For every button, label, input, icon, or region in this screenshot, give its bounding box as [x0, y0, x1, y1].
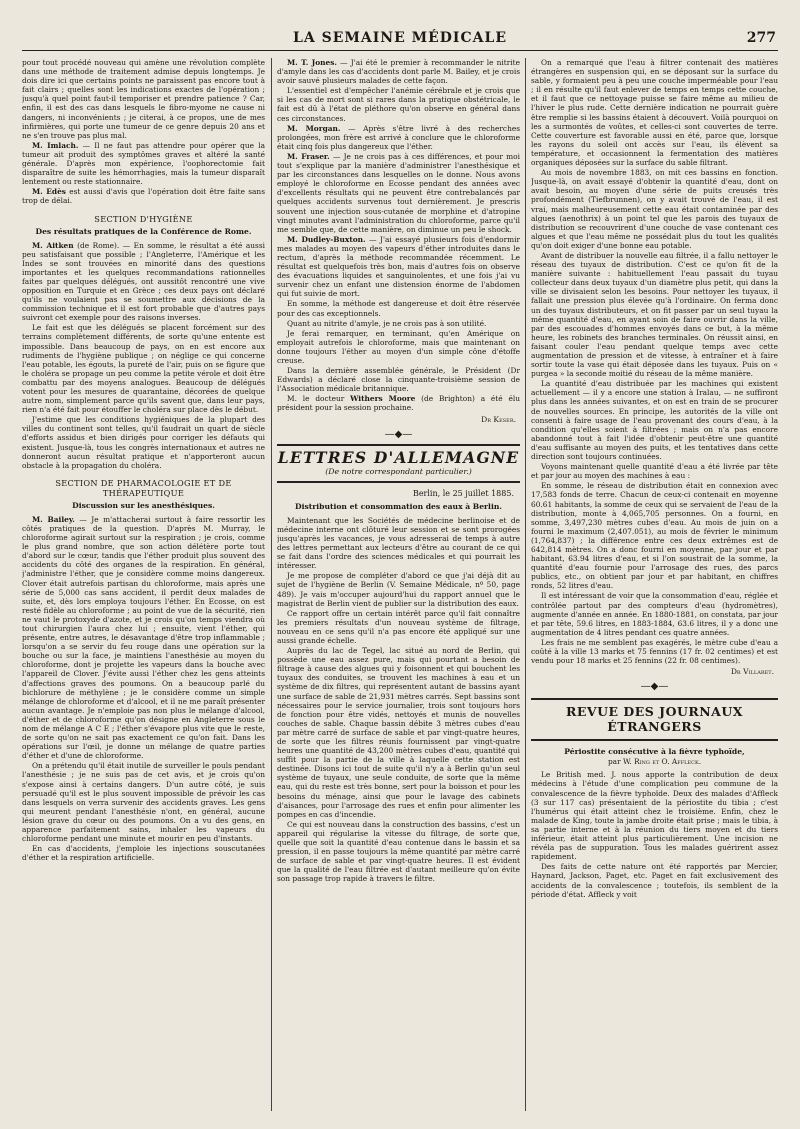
- subsection-heading: Périostite consécutive à la fièvre typhoïde,: [564, 747, 745, 757]
- speaker-text: est aussi d'avis que l'opération doit être faite sans trop de délai.: [22, 187, 265, 206]
- paragraph: On a prétendu qu'il était inutile de surveiller le pouls pendant l'anesthésie ; je ne suis pas de cet avis, et je crois qu'on s'expose ainsi à certains dangers. D'un autre côté, je suis persuadé qu'il est le plus souvent impossible de prévoir les cas dans lesquels on verra survenir des accidents graves. Les gens qui meurent pendant l'anesthésie n'ont, en général, aucune lésion grave du cœur ou des poumons. On a vu des gens, en apparence parfaitement sains, inhaler les vapeurs du chloroforme pendant une minute et mourir en peu d'instants.: [22, 761, 265, 844]
- paragraph: On a remarqué que l'eau à filtrer contenait des matières étrangères en suspension qui, en se déposant sur la surface du sable, y formaient peu à peu une couche imperméable pour l'eau ; il en résulte qu'il faut enlever de temps en temps cette couche, et il faut que ce nettoyage puisse se faire même au milieu de l'hiver le plus rude. Cette dernière indication ne pourrait guère être remplie si les bassins étaient à découvert. Voilà pourquoi on les a surmontés de voûtes, et celles-ci sont couvertes de terre. Cette couverture est favorable aussi en été, parce que, lorsque les rayons du soleil ont accès sur l'eau, ils élèvent sa température, et occasionnent la fermentation des matières organiques déposées sur la surface du sable filtrant.: [531, 58, 778, 168]
- paragraph: [277, 152, 520, 234]
- paragraph: Ce qui est nouveau dans la construction des bassins, c'est un appareil qui régularise la vitesse du filtrage, de sorte que, quelle que soit la quantité d'eau contenue dans le bassin et sa pression, il en passe toujours la même quantité par mètre carré de surface de sable et par vingt-quatre heures. Il est évident que la qualité de l'eau filtrée est d'autant meilleure qu'on évite son passage trop rapide à travers le filtre.: [277, 819, 520, 884]
- revue-heading: REVUE DES JOURNAUX ÉTRANGERS: [531, 698, 778, 741]
- paragraph: Il est intéressant de voir que la consommation d'eau, réglée et contrôlée partout par des compteurs d'eau (hydromètres), augmente d'année en année. En 1880-1881, on constata, par jour et par tête, 59.6 litres, en 1883-1884, 63.6 litres, il y a donc une augmentation de 4 litres pendant ces quatre années.: [531, 591, 778, 637]
- subsection-heading: Distribution et consommation des eaux à Berlin.: [295, 501, 502, 511]
- paragraph: Voyons maintenant quelle quantité d'eau a été livrée par tête et par jour au moyen des machines à eau :: [531, 462, 778, 481]
- paragraph: Je me propose de compléter d'abord ce que j'ai déjà dit au sujet de l'hygiène de Berlin (V. Semaine Médicale, nº 50, page 489). Je vais m'occuper aujourd'hui du rapport annuel que le magistrat de Berlin vient de publier sur la distribution des eaux.: [277, 571, 520, 608]
- speaker-text: — J'ai essayé plusieurs fois d'endormir mes malades au moyen des vapeurs d'éther introduites dans le rectum, d'après la méthode recommandée récemment. Le résultat est quelquefois très bon, mais d'autres fois on observe des évacuations liquides et sanguinolentes, et une fois j'ai vu survenir chez un enfant une distension énorme de l'abdomen qui fut suivie de mort.: [277, 234, 520, 299]
- letters-heading-box: [277, 444, 520, 483]
- page-header: [22, 28, 778, 51]
- speaker-name: M. Edès: [32, 187, 66, 197]
- paragraph: [277, 235, 520, 299]
- paragraph: Avant de distribuer la nouvelle eau filtrée, il a fallu nettoyer le réseau des tuyaux de distribution. C'est ce qu'on fit de la manière suivante : habituellement l'eau passait du tuyau collecteur dans deux tuyaux d'un diamètre plus petit, qui dans la ville se divisaient selon les besoins. Pour nettoyer les tuyaux, il fallait une pression plus élevée qu'à l'ordinaire. On ferma donc un des tuyaux distributeurs, et on fit passer par un seul tuyau la même quantité d'eau, en ayant soin de faire ouvrir dans la ville, par des escouades d'hommes envoyés dans ce but, à la même heure, les robinets des branches terminales. On réussit ainsi, en faisant couler l'eau pendant quelque temps avec cette augmentation de pression et de vitesse, à entraîner et à faire sortir toute la vase qui était déposée dans les tuyaux. Puis on « purgea » la seconde moitié du réseau de la même manière.: [531, 250, 778, 379]
- speaker-text: — J'ai été le premier à recommander le nitrite d'amyle dans les cas d'accidents dont parle M. Bailey, et je crois avoir sauvé plusieurs malades de cette façon.: [277, 58, 520, 86]
- speaker-name: M. Bailey.: [32, 514, 75, 524]
- author-signature: Dr Keser.: [481, 414, 516, 424]
- paragraph: Auprès du lac de Tegel, lac situé au nord de Berlin, qui possède une eau assez pure, mais qui pourtant a besoin de filtrage à cause des algues qui y foisonnent et qui bouchent les tuyaux des conduites, se trouvent les machines à eau et un système de dix filtres, qui représentent autant de bassins ayant une surface de sable de 21,931 mètres carrés. Sept bassins sont nécessaires pour le service journalier, trois sont toujours hors de fonction pour être vidés, nettoyés et munis de nouvelles couches de sable. Chaque bassin débite 3 mètres cubes d'eau par mètre carré de surface de sable et par vingt-quatre heures, de sorte que les filtres réunis fournissent par vingt-quatre heures une quantité de 43,200 mètres cubes d'eau, quantité qui suffit pour la partie de la ville à laquelle cette station est destinée. Disons ici tout de suite qu'il n'y a à Berlin qu'un seul système de tuyaux, une seule conduite, de sorte que la même eau, qui du reste est très bonne, sert pour la boisson et pour les besoins du ménage, ainsi que pour le lavage des cabinets d'aisances, pour l'arrosage des rues et enfin pour alimenter les pompes en cas d'incendie.: [277, 646, 520, 819]
- speaker-name: M. Aitken: [32, 240, 74, 250]
- ornament-divider: —◆—: [384, 428, 413, 440]
- section-heading: SECTION D'HYGIÈNE: [94, 213, 193, 224]
- column-right: [531, 58, 778, 1113]
- paragraph: [22, 141, 265, 186]
- paragraph: En somme, la méthode est dangereuse et doit être réservée pour des cas exceptionnels.: [277, 299, 520, 318]
- paragraph: Le fait est que les délégués se placent forcément sur des terrains complètement différents, de sorte qu'une entente est impossible. Dans beaucoup de pays, on en est encore aux rudiments de l'hygiène publique ; on néglige ce qui concerne l'eau potable, les égouts, la pureté de l'air, puis on se figure que le choléra se propage un peu comme la petite vérole et doit être combattu par des moyens analogues. Beaucoup de délégués votent pour les mesures de quarantaine, décorées de quelque autre nom, simplement parce qu'ils savent que, dans leur pays, rien n'a été fait pour étouffer le choléra sur place dès le début.: [22, 323, 265, 415]
- paragraph: J'estime que les conditions hygiéniques de la plupart des villes du continent sont telles, qu'il faudrait un quart de siècle d'efforts assidus et bien dirigés pour corriger les défauts qui existent. Jusque-là, tous les congrès internationaux et autres ne donneront aucun résultat pratique et n'apporteront aucun obstacle à la propagation du choléra.: [22, 415, 265, 470]
- journal-title: LA SEMAINE MÉDICALE: [293, 30, 507, 46]
- paragraph: [277, 124, 520, 151]
- column-left: [22, 58, 265, 1113]
- speaker-name: M. Fraser.: [287, 151, 330, 161]
- paragraph: pour tout procédé nouveau qui amène une révolution complète dans une méthode de traitement admise depuis longtemps. Je dois dire ici que certains points ne paraissent pas encore tout à fait clairs ; quelles sont les indications exactes de l'opération ; jusqu'à quel point faut-il temporiser et prendre patience ? Car, enfin, il est des cas dans lesquels le fibro-myome ne cause ni dangers, ni inconvénients ; je citerai, à ce propos, une de mes infirmières, qui porte une tumeur de ce genre depuis 20 ans et ne s'en trouve pas plus mal.: [22, 58, 265, 140]
- speaker-text: (de Rome). — En somme, le résultat a été aussi peu satisfaisant que possible ; l'Angleterre, l'Amérique et les Indes se sont trouvées en minorité dans des questions importantes et les quelques recommandations rationnelles faites par quelques délégués, ont aussitôt rencontré une vive opposition en Turquie et en Grèce ; ces deux pays ont déclaré qu'ils ne voulaient pas se soumettre aux décisions de la commission technique et il est fort probable que d'autres pays suivront cet exemple pour des raisons inverses.: [22, 240, 265, 323]
- paragraph: Je ferai remarquer, en terminant, qu'en Amérique on employait autrefois le chloroforme, mais que maintenant on donne toujours l'éther au moyen d'un simple cône d'étoffe creuse.: [277, 328, 520, 365]
- ornament-divider: —◆—: [640, 681, 669, 693]
- paragraph: M. le docteur Withers Moore (de Brighton) a été élu président pour la session prochaine.: [277, 394, 520, 413]
- subsection-heading: Des résultats pratiques de la Conférence de Rome.: [35, 226, 252, 236]
- column-rule: [525, 58, 526, 1111]
- letters-subtitle: (De notre correspondant particulier.): [325, 466, 472, 476]
- speaker-name: M. Imlach.: [32, 140, 79, 150]
- paragraph: [22, 241, 265, 323]
- paragraph: Quant au nitrite d'amyle, je ne crois pas à son utilité.: [287, 318, 487, 328]
- article-authors: par W. Ring et O. Affleck.: [607, 757, 702, 767]
- dateline: Berlin, le 25 juillet 1885.: [412, 488, 514, 498]
- speaker-name: M. Dudley-Buxton.: [287, 234, 366, 244]
- speaker-name: M. T. Jones.: [287, 58, 337, 67]
- author-signature: Dr Villaret.: [730, 667, 774, 677]
- speaker-text: — Après s'être livré à des recherches prolongées, mon frère est arrivé à conclure que le chloroforme était cinq fois plus dangereux que l'éther.: [277, 123, 520, 151]
- president-name: Withers Moore: [350, 394, 416, 404]
- paragraph: L'essentiel est d'empêcher l'anémie cérébrale et je crois que si les cas de mort sont si rares dans la pratique obstétricale, le fait est dû à l'état de pléthore qu'on observe en général dans ces circonstances.: [277, 86, 520, 123]
- speaker-text: — Il ne faut pas attendre pour opérer que la tumeur ait produit des symptômes graves et altéré la santé générale. D'après mon expérience, l'oophorectomie fait disparaître de suite les hémorrhagies, mais la tumeur disparaît lentement ou reste stationnaire.: [22, 140, 265, 187]
- paragraph: Ce rapport offre un certain intérêt parce qu'il fait connaître les premiers résultats d'un nouveau système de filtrage, nouveau en ce sens qu'il n'a pas encore été appliqué sur une aussi grande échelle.: [277, 608, 520, 645]
- paragraph: [277, 58, 520, 85]
- paragraph: Au mois de novembre 1883, on mit ces bassins en fonction. Jusque-là, on avait essayé d'obtenir la quantité d'eau, dont on avait besoin, au moyen d'une série de puits creusés très profondément (Tiefbrunnen), on y avait trouvé de l'eau, il est vrai, mais malheureusement cette eau était contaminée par des algues (aenothrix) à un point tel que les parois des tuyaux de distribution se recouvrirent d'une couche de vase contenant ces algues et que l'eau même ne possédait plus du tout les qualités qu'on doit exiger d'une bonne eau potable.: [531, 168, 778, 250]
- paragraph: En somme, le réseau de distribution était en connexion avec 17,583 fonds de terre. Chacun de ceux-ci contenait en moyenne 60.61 habitants, la somme de ceux qui se servaient de l'eau de la distribution, monte à 4,065,705 personnes. On a fourni, en somme, 3,497,230 mètres cubes d'eau. Au mois de juin on a fourni le maximum (2,407.051), au mois de février le minimum (1,764,837) ; la différence entre ces deux extrêmes est de 642,814 mètres. On a donc fourni en moyenne, par jour et par habitant, 63.94 litres d'eau, et si l'on soustrait de la somme, la quantité d'eau fournie pour l'arrosage des rues, des parcs publics, etc., on obtient par jour et par habitant, en chiffres ronds, 52 litres d'eau.: [531, 481, 778, 591]
- paragraph: [22, 515, 265, 761]
- section-heading: SECTION DE PHARMACOLOGIE ET DE THÉRAPEUTIQUE: [55, 477, 232, 498]
- paragraph: En cas d'accidents, j'emploie les injections souscutanées d'éther et la respiration artificielle.: [22, 844, 265, 863]
- speaker-name: M. Morgan.: [287, 123, 341, 133]
- subsection-heading: Discussion sur les anesthésiques.: [72, 500, 215, 510]
- column-middle: [277, 58, 520, 1113]
- page-number: 277: [746, 30, 776, 46]
- paragraph: La quantité d'eau distribuée par les machines qui existent actuellement — il y a encore une station à Iralau, — ne suffiront plus dans les années suivantes, et on est en train de se procurer de nouvelles sources. En principe, les autorités de la ville ont consenti à faire usage de l'eau provenant des cours d'eau, à la condition qu'elles soient à filtrées ; mais on n'a pas encore abandonné tout à fait l'idée d'obtenir peut-être une quantité d'eau suffisante au moyen des puits, et les tentatives dans cette direction sont toujours continuées.: [531, 379, 778, 462]
- paragraph: Dans la dernière assemblée générale, le Président (Dr Edwards) a déclaré close la cinquante-troisième session de l'Association médicale britannique.: [277, 366, 520, 394]
- paragraph: Des faits de cette nature ont été rapportés par Mercier, Haynard, Jackson, Paget, etc. Paget en fait exclusivement des accidents de la convalescence ; toutefois, ils semblent de la période d'état. Affleck y voit: [531, 862, 778, 899]
- speaker-text: — Je ne crois pas à ces différences, et pour moi tout s'explique par la manière d'administrer l'anesthésique et par les circonstances dans lesquelles on le donne. Nous avons employé le chloroforme en Ecosse pendant des années avec d'excellents résultats qui ne peuvent être contrebalancés par quelques accidents survenus tout dernièrement. Je prescris souvent une injection sous-cutanée de morphine et d'atropine vingt minutes avant l'administration du chloroforme, parce qu'il me semble que, de cette manière, on diminue un peu le shock.: [277, 151, 520, 234]
- speaker-text: — Je m'attacherai surtout à faire ressortir les côtés pratiques de la question. D'après M. Murray, le chloroforme agirait surtout sur la respiration ; je crois, comme le plus grand nombre, que son action délétère porte tout d'abord sur le cœur, tandis que l'éther produit plus souvent des accidents du côté des organes de la respiration. En général, j'administre l'éther, que je considère comme moins dangereux. Clover était autrefois partisan du chloroforme, mais après une série de 5,000 cas sans accident, il perdit deux malades de suite, et, dès lors employa toujours l'éther. En Ecosse, on est resté fidèle au chloroforme ; au point de vue de la sécurité, rien ne vaut le protoxyde d'azote, et je crois qu'on temps viendra où tout chirurgien l'aura chez lui ; ensuite, vient l'éther, qui présente, entre autres, le désavantage d'être trop inflammable ; lorsqu'on a se servir du feu rouge dans une opération sur la bouche ou sur la face, je maintiens l'anesthésie au moyen du chloroforme, dont je projette les vapeurs dans la bouche avec l'appareil de Clover. J'évite aussi l'éther chez les gens atteints d'affections graves des poumons. On a beaucoup parlé du bichlorure de méthylène ; je le considère comme un simple mélange de chloroforme et d'alcool, et il ne me paraît présenter aucun avantage. Je n'emploie pas non plus le mélange d'alcool, d'éther et de chloroforme qu'on désigne en Angleterre sous le nom de mélange A C E ; l'éther s'évapore plus vite que le reste, de sorte qu'on ne sait pas exactement ce qu'on fait. Dans les opérations sur l'œil, je donne un mélange de quatre parties d'éther et d'une de chloroforme.: [22, 514, 265, 761]
- letters-title: LETTRES D'ALLEMAGNE: [277, 447, 520, 467]
- paragraph: [22, 187, 265, 205]
- paragraph: Les frais ne me semblent pas exagérés, le mètre cube d'eau a coûté à la ville 13 marks et 75 fennins (17 fr. 02 centimes) et est vendu pour 18 marks et 25 fennins (22 fr. 08 centimes).: [531, 637, 778, 666]
- column-rule: [271, 58, 272, 1111]
- paragraph: Maintenant que les Sociétés de médecine berlinoise et de médecine interne ont clôturé leur session et se sont prorogées jusqu'après les vacances, je vous adresserai de temps à autre des lettres permettant aux lecteurs d'être au courant de ce qui se fait dans l'ordre des sciences médicales et qui pourrait les intéresser.: [277, 515, 520, 571]
- paragraph: Le British med. J. nous apporte la contribution de deux médecins à l'étude d'une complication peu commune de la convalescence de la fièvre typhoïde. Deux des malades d'Affleck (3 sur 117 cas) présentaient de la périostite du tibia ; c'est l'humérus qui était atteint chez le troisième. Enfin, chez le malade de King, toute la jambe droite était prise ; mais le tibia, à sa partie interne et à la réunion du tiers moyen et du tiers inférieur, était atteint plus particulièrement. Une incision ne révéla pas de suppuration. Tous les malades guérirent assez rapidement.: [531, 770, 778, 862]
